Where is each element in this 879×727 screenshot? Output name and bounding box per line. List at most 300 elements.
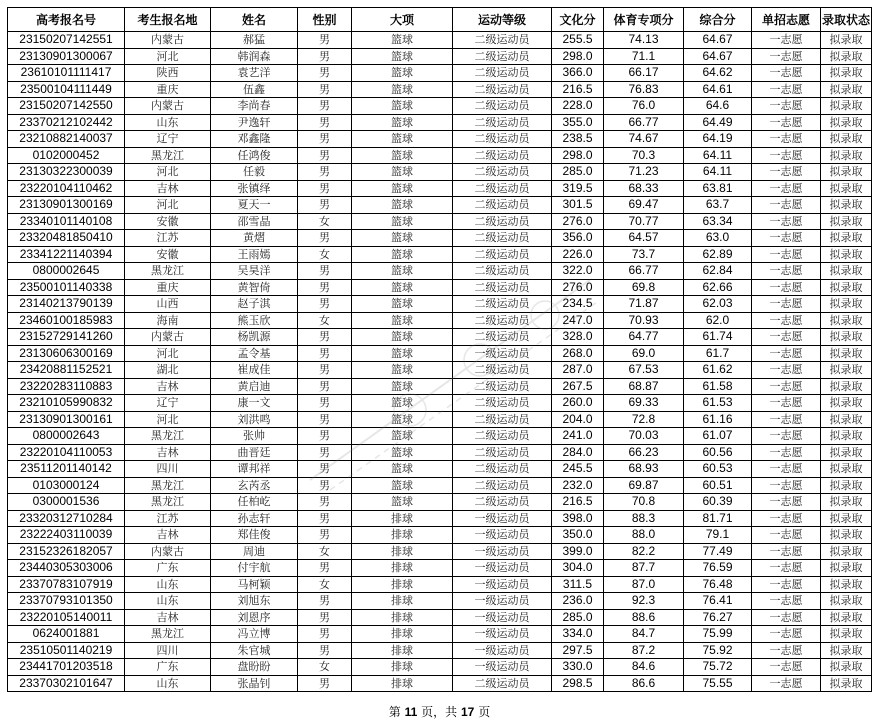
cell-culture-score: 204.0 [552,411,604,428]
cell-preference: 一志愿 [752,98,821,115]
cell-region: 安徽 [125,213,211,230]
cell-culture-score: 255.5 [552,32,604,49]
cell-gender: 男 [298,411,352,428]
cell-preference: 一志愿 [752,48,821,65]
cell-status: 拟录取 [821,65,872,82]
cell-culture-score: 301.5 [552,197,604,214]
cell-status: 拟录取 [821,48,872,65]
cell-culture-score: 350.0 [552,527,604,544]
cell-region: 黑龙江 [125,494,211,511]
cell-name: 周迪 [211,543,298,560]
cell-exam-id: 23440305303006 [8,560,125,577]
cell-region: 内蒙古 [125,98,211,115]
cell-region: 河北 [125,48,211,65]
table-row [8,411,872,428]
cell-region: 江苏 [125,230,211,247]
cell-gender: 男 [298,461,352,478]
cell-gender: 女 [298,213,352,230]
cell-exam-id: 23210105990832 [8,395,125,412]
cell-preference: 一志愿 [752,428,821,445]
cell-culture-score: 276.0 [552,213,604,230]
cell-athlete-level: 一级运动员 [453,659,552,676]
cell-total-score: 61.53 [684,395,752,412]
cell-preference: 一志愿 [752,659,821,676]
cell-status: 拟录取 [821,180,872,197]
header-region: 考生报名地 [125,8,211,32]
cell-preference: 一志愿 [752,312,821,329]
cell-region: 黑龙江 [125,428,211,445]
cell-status: 拟录取 [821,279,872,296]
cell-gender: 男 [298,114,352,131]
cell-status: 拟录取 [821,510,872,527]
cell-sport-score: 88.0 [604,527,684,544]
cell-athlete-level: 二级运动员 [453,494,552,511]
table-header-row [8,8,872,32]
cell-gender: 男 [298,593,352,610]
cell-status: 拟录取 [821,659,872,676]
cell-name: 邓鑫隆 [211,131,298,148]
cell-sport: 篮球 [352,81,453,98]
cell-sport: 篮球 [352,114,453,131]
cell-gender: 女 [298,312,352,329]
cell-status: 拟录取 [821,527,872,544]
cell-total-score: 60.39 [684,494,752,511]
cell-gender: 男 [298,65,352,82]
header-athlete-level: 运动等级 [453,8,552,32]
cell-preference: 一志愿 [752,444,821,461]
cell-culture-score: 399.0 [552,543,604,560]
cell-sport: 篮球 [352,428,453,445]
cell-culture-score: 226.0 [552,246,604,263]
cell-culture-score: 355.0 [552,114,604,131]
cell-total-score: 64.11 [684,147,752,164]
cell-exam-id: 23130606300169 [8,345,125,362]
cell-exam-id: 23460100185983 [8,312,125,329]
cell-athlete-level: 一级运动员 [453,527,552,544]
cell-sport-score: 68.93 [604,461,684,478]
table-row [8,428,872,445]
cell-total-score: 79.1 [684,527,752,544]
cell-exam-id: 23222403110039 [8,527,125,544]
cell-name: 张镇绎 [211,180,298,197]
cell-total-score: 75.55 [684,675,752,692]
header-culture-score: 文化分 [552,8,604,32]
cell-preference: 一志愿 [752,65,821,82]
cell-culture-score: 298.0 [552,48,604,65]
cell-athlete-level: 一级运动员 [453,543,552,560]
cell-status: 拟录取 [821,147,872,164]
cell-culture-score: 298.5 [552,675,604,692]
cell-exam-id: 23370783107919 [8,576,125,593]
cell-culture-score: 297.5 [552,642,604,659]
cell-preference: 一志愿 [752,593,821,610]
cell-sport: 篮球 [352,131,453,148]
table-row [8,543,872,560]
cell-culture-score: 267.5 [552,378,604,395]
table-row [8,378,872,395]
cell-exam-id: 23130322300039 [8,164,125,181]
table-row [8,197,872,214]
cell-exam-id: 0800002645 [8,263,125,280]
cell-name: 马柯颖 [211,576,298,593]
cell-athlete-level: 二级运动员 [453,428,552,445]
cell-status: 拟录取 [821,428,872,445]
cell-athlete-level: 二级运动员 [453,461,552,478]
cell-name: 尹逸轩 [211,114,298,131]
table-row [8,312,872,329]
footer-total-pages: 17 [461,705,475,719]
cell-gender: 女 [298,246,352,263]
cell-total-score: 64.61 [684,81,752,98]
cell-gender: 男 [298,642,352,659]
cell-status: 拟录取 [821,230,872,247]
cell-preference: 一志愿 [752,180,821,197]
cell-culture-score: 285.0 [552,609,604,626]
cell-name: 郝猛 [211,32,298,49]
cell-culture-score: 304.0 [552,560,604,577]
table-row [8,593,872,610]
cell-preference: 一志愿 [752,395,821,412]
cell-sport: 篮球 [352,279,453,296]
cell-total-score: 64.49 [684,114,752,131]
cell-sport-score: 70.77 [604,213,684,230]
cell-total-score: 62.66 [684,279,752,296]
cell-name: 吴昊洋 [211,263,298,280]
cell-exam-id: 23320481850410 [8,230,125,247]
header-status: 录取状态 [821,8,872,32]
cell-region: 山东 [125,114,211,131]
cell-gender: 男 [298,180,352,197]
cell-total-score: 62.0 [684,312,752,329]
cell-status: 拟录取 [821,345,872,362]
cell-sport-score: 66.23 [604,444,684,461]
cell-athlete-level: 一级运动员 [453,609,552,626]
cell-total-score: 75.72 [684,659,752,676]
cell-exam-id: 0300001536 [8,494,125,511]
cell-culture-score: 228.0 [552,98,604,115]
cell-gender: 男 [298,378,352,395]
table-row [8,32,872,49]
table-row [8,98,872,115]
cell-status: 拟录取 [821,609,872,626]
cell-sport: 篮球 [352,345,453,362]
cell-name: 杨凯源 [211,329,298,346]
cell-sport: 排球 [352,675,453,692]
cell-athlete-level: 二级运动员 [453,230,552,247]
cell-preference: 一志愿 [752,263,821,280]
cell-total-score: 63.81 [684,180,752,197]
cell-name: 夏天一 [211,197,298,214]
cell-preference: 一志愿 [752,411,821,428]
cell-athlete-level: 二级运动员 [453,329,552,346]
cell-name: 伍鑫 [211,81,298,98]
cell-culture-score: 366.0 [552,65,604,82]
cell-culture-score: 398.0 [552,510,604,527]
cell-region: 山西 [125,296,211,313]
cell-preference: 一志愿 [752,114,821,131]
cell-exam-id: 23370793101350 [8,593,125,610]
cell-sport: 篮球 [352,65,453,82]
cell-culture-score: 234.5 [552,296,604,313]
cell-region: 河北 [125,164,211,181]
cell-exam-id: 23140213790139 [8,296,125,313]
cell-total-score: 60.53 [684,461,752,478]
cell-region: 黑龙江 [125,477,211,494]
cell-name: 孙志轩 [211,510,298,527]
cell-sport: 篮球 [352,494,453,511]
cell-exam-id: 23220283110883 [8,378,125,395]
table-row [8,675,872,692]
cell-sport-score: 88.6 [604,609,684,626]
page-footer [0,703,879,720]
cell-total-score: 61.74 [684,329,752,346]
cell-sport-score: 66.17 [604,65,684,82]
cell-culture-score: 268.0 [552,345,604,362]
cell-sport: 排球 [352,626,453,643]
cell-sport: 排球 [352,510,453,527]
cell-exam-id: 23150207142551 [8,32,125,49]
cell-gender: 男 [298,263,352,280]
cell-sport-score: 67.53 [604,362,684,379]
cell-preference: 一志愿 [752,642,821,659]
table-row [8,230,872,247]
cell-athlete-level: 二级运动员 [453,444,552,461]
cell-sport: 排球 [352,527,453,544]
cell-athlete-level: 二级运动员 [453,279,552,296]
cell-name: 郑佳俊 [211,527,298,544]
cell-region: 黑龙江 [125,147,211,164]
cell-athlete-level: 二级运动员 [453,411,552,428]
cell-exam-id: 0102000452 [8,147,125,164]
cell-gender: 男 [298,626,352,643]
cell-athlete-level: 二级运动员 [453,246,552,263]
cell-preference: 一志愿 [752,131,821,148]
table-row [8,461,872,478]
cell-athlete-level: 二级运动员 [453,362,552,379]
cell-preference: 一志愿 [752,461,821,478]
cell-total-score: 63.34 [684,213,752,230]
table-row [8,114,872,131]
cell-total-score: 61.07 [684,428,752,445]
cell-preference: 一志愿 [752,296,821,313]
cell-exam-id: 23340101140108 [8,213,125,230]
cell-preference: 一志愿 [752,609,821,626]
cell-gender: 男 [298,428,352,445]
table-row [8,48,872,65]
cell-culture-score: 238.5 [552,131,604,148]
cell-culture-score: 285.0 [552,164,604,181]
cell-sport-score: 69.0 [604,345,684,362]
table-row [8,576,872,593]
cell-name: 曲晋廷 [211,444,298,461]
cell-status: 拟录取 [821,576,872,593]
cell-gender: 男 [298,675,352,692]
cell-preference: 一志愿 [752,378,821,395]
cell-gender: 女 [298,576,352,593]
table-row [8,659,872,676]
cell-gender: 男 [298,197,352,214]
cell-name: 冯立博 [211,626,298,643]
cell-athlete-level: 一级运动员 [453,626,552,643]
cell-status: 拟录取 [821,444,872,461]
cell-exam-id: 23130901300169 [8,197,125,214]
cell-athlete-level: 二级运动员 [453,477,552,494]
cell-culture-score: 232.0 [552,477,604,494]
header-sport: 大项 [352,8,453,32]
cell-name: 刘旭东 [211,593,298,610]
cell-sport-score: 87.2 [604,642,684,659]
cell-preference: 一志愿 [752,543,821,560]
cell-sport: 篮球 [352,213,453,230]
header-exam-id: 高考报名号 [8,8,125,32]
cell-gender: 男 [298,329,352,346]
cell-name: 黄智倚 [211,279,298,296]
cell-exam-id: 23152729141260 [8,329,125,346]
cell-region: 河北 [125,197,211,214]
cell-exam-id: 23210882140037 [8,131,125,148]
cell-gender: 男 [298,98,352,115]
cell-name: 朱官城 [211,642,298,659]
cell-athlete-level: 二级运动员 [453,147,552,164]
cell-total-score: 60.51 [684,477,752,494]
cell-status: 拟录取 [821,213,872,230]
cell-sport-score: 70.3 [604,147,684,164]
cell-total-score: 64.67 [684,48,752,65]
cell-gender: 男 [298,494,352,511]
cell-sport-score: 70.93 [604,312,684,329]
cell-exam-id: 23370212102442 [8,114,125,131]
cell-culture-score: 236.0 [552,593,604,610]
cell-status: 拟录取 [821,263,872,280]
cell-exam-id: 23130901300067 [8,48,125,65]
cell-total-score: 64.67 [684,32,752,49]
cell-name: 孟令基 [211,345,298,362]
cell-region: 辽宁 [125,131,211,148]
cell-preference: 一志愿 [752,477,821,494]
cell-culture-score: 216.5 [552,494,604,511]
cell-culture-score: 241.0 [552,428,604,445]
cell-gender: 男 [298,444,352,461]
cell-region: 辽宁 [125,395,211,412]
cell-region: 河北 [125,411,211,428]
cell-sport: 篮球 [352,329,453,346]
cell-sport: 篮球 [352,246,453,263]
table-row [8,296,872,313]
cell-gender: 男 [298,527,352,544]
cell-total-score: 64.6 [684,98,752,115]
table-row [8,147,872,164]
cell-exam-id: 0800002643 [8,428,125,445]
header-preference: 单招志愿 [752,8,821,32]
cell-athlete-level: 二级运动员 [453,114,552,131]
cell-sport-score: 84.7 [604,626,684,643]
cell-total-score: 81.71 [684,510,752,527]
cell-gender: 男 [298,230,352,247]
cell-sport: 篮球 [352,461,453,478]
cell-sport: 篮球 [352,263,453,280]
cell-culture-score: 311.5 [552,576,604,593]
cell-total-score: 76.48 [684,576,752,593]
cell-sport-score: 74.13 [604,32,684,49]
cell-gender: 男 [298,48,352,65]
cell-athlete-level: 二级运动员 [453,98,552,115]
cell-culture-score: 322.0 [552,263,604,280]
cell-name: 赵子淇 [211,296,298,313]
cell-exam-id: 23130901300161 [8,411,125,428]
cell-gender: 女 [298,543,352,560]
header-sport-score: 体育专项分 [604,8,684,32]
cell-status: 拟录取 [821,411,872,428]
cell-total-score: 63.7 [684,197,752,214]
cell-sport: 篮球 [352,98,453,115]
cell-region: 四川 [125,461,211,478]
cell-region: 吉林 [125,609,211,626]
cell-exam-id: 23511201140142 [8,461,125,478]
cell-sport-score: 82.2 [604,543,684,560]
cell-region: 山东 [125,675,211,692]
cell-athlete-level: 一级运动员 [453,642,552,659]
cell-status: 拟录取 [821,197,872,214]
cell-status: 拟录取 [821,494,872,511]
cell-athlete-level: 二级运动员 [453,296,552,313]
cell-gender: 女 [298,659,352,676]
cell-sport-score: 70.8 [604,494,684,511]
cell-preference: 一志愿 [752,329,821,346]
cell-region: 河北 [125,345,211,362]
cell-culture-score: 328.0 [552,329,604,346]
cell-exam-id: 23220105140011 [8,609,125,626]
table-row [8,263,872,280]
cell-region: 广东 [125,560,211,577]
cell-status: 拟录取 [821,362,872,379]
cell-gender: 男 [298,296,352,313]
cell-culture-score: 319.5 [552,180,604,197]
table-row [8,560,872,577]
cell-status: 拟录取 [821,461,872,478]
cell-sport: 篮球 [352,362,453,379]
cell-gender: 男 [298,560,352,577]
cell-region: 海南 [125,312,211,329]
cell-preference: 一志愿 [752,494,821,511]
cell-total-score: 64.62 [684,65,752,82]
cell-region: 吉林 [125,527,211,544]
cell-sport: 篮球 [352,477,453,494]
cell-region: 内蒙古 [125,543,211,560]
table-row [8,246,872,263]
cell-sport-score: 64.77 [604,329,684,346]
cell-culture-score: 247.0 [552,312,604,329]
cell-athlete-level: 一级运动员 [453,576,552,593]
cell-status: 拟录取 [821,593,872,610]
cell-name: 熊玉欣 [211,312,298,329]
cell-culture-score: 298.0 [552,147,604,164]
cell-region: 吉林 [125,180,211,197]
cell-total-score: 60.56 [684,444,752,461]
cell-preference: 一志愿 [752,626,821,643]
cell-total-score: 61.7 [684,345,752,362]
cell-status: 拟录取 [821,477,872,494]
table-row [8,527,872,544]
cell-region: 重庆 [125,279,211,296]
cell-sport: 排球 [352,543,453,560]
cell-name: 任柏屹 [211,494,298,511]
cell-sport: 篮球 [352,444,453,461]
cell-status: 拟录取 [821,560,872,577]
cell-gender: 男 [298,362,352,379]
table-row [8,329,872,346]
cell-athlete-level: 二级运动员 [453,131,552,148]
cell-sport-score: 69.8 [604,279,684,296]
